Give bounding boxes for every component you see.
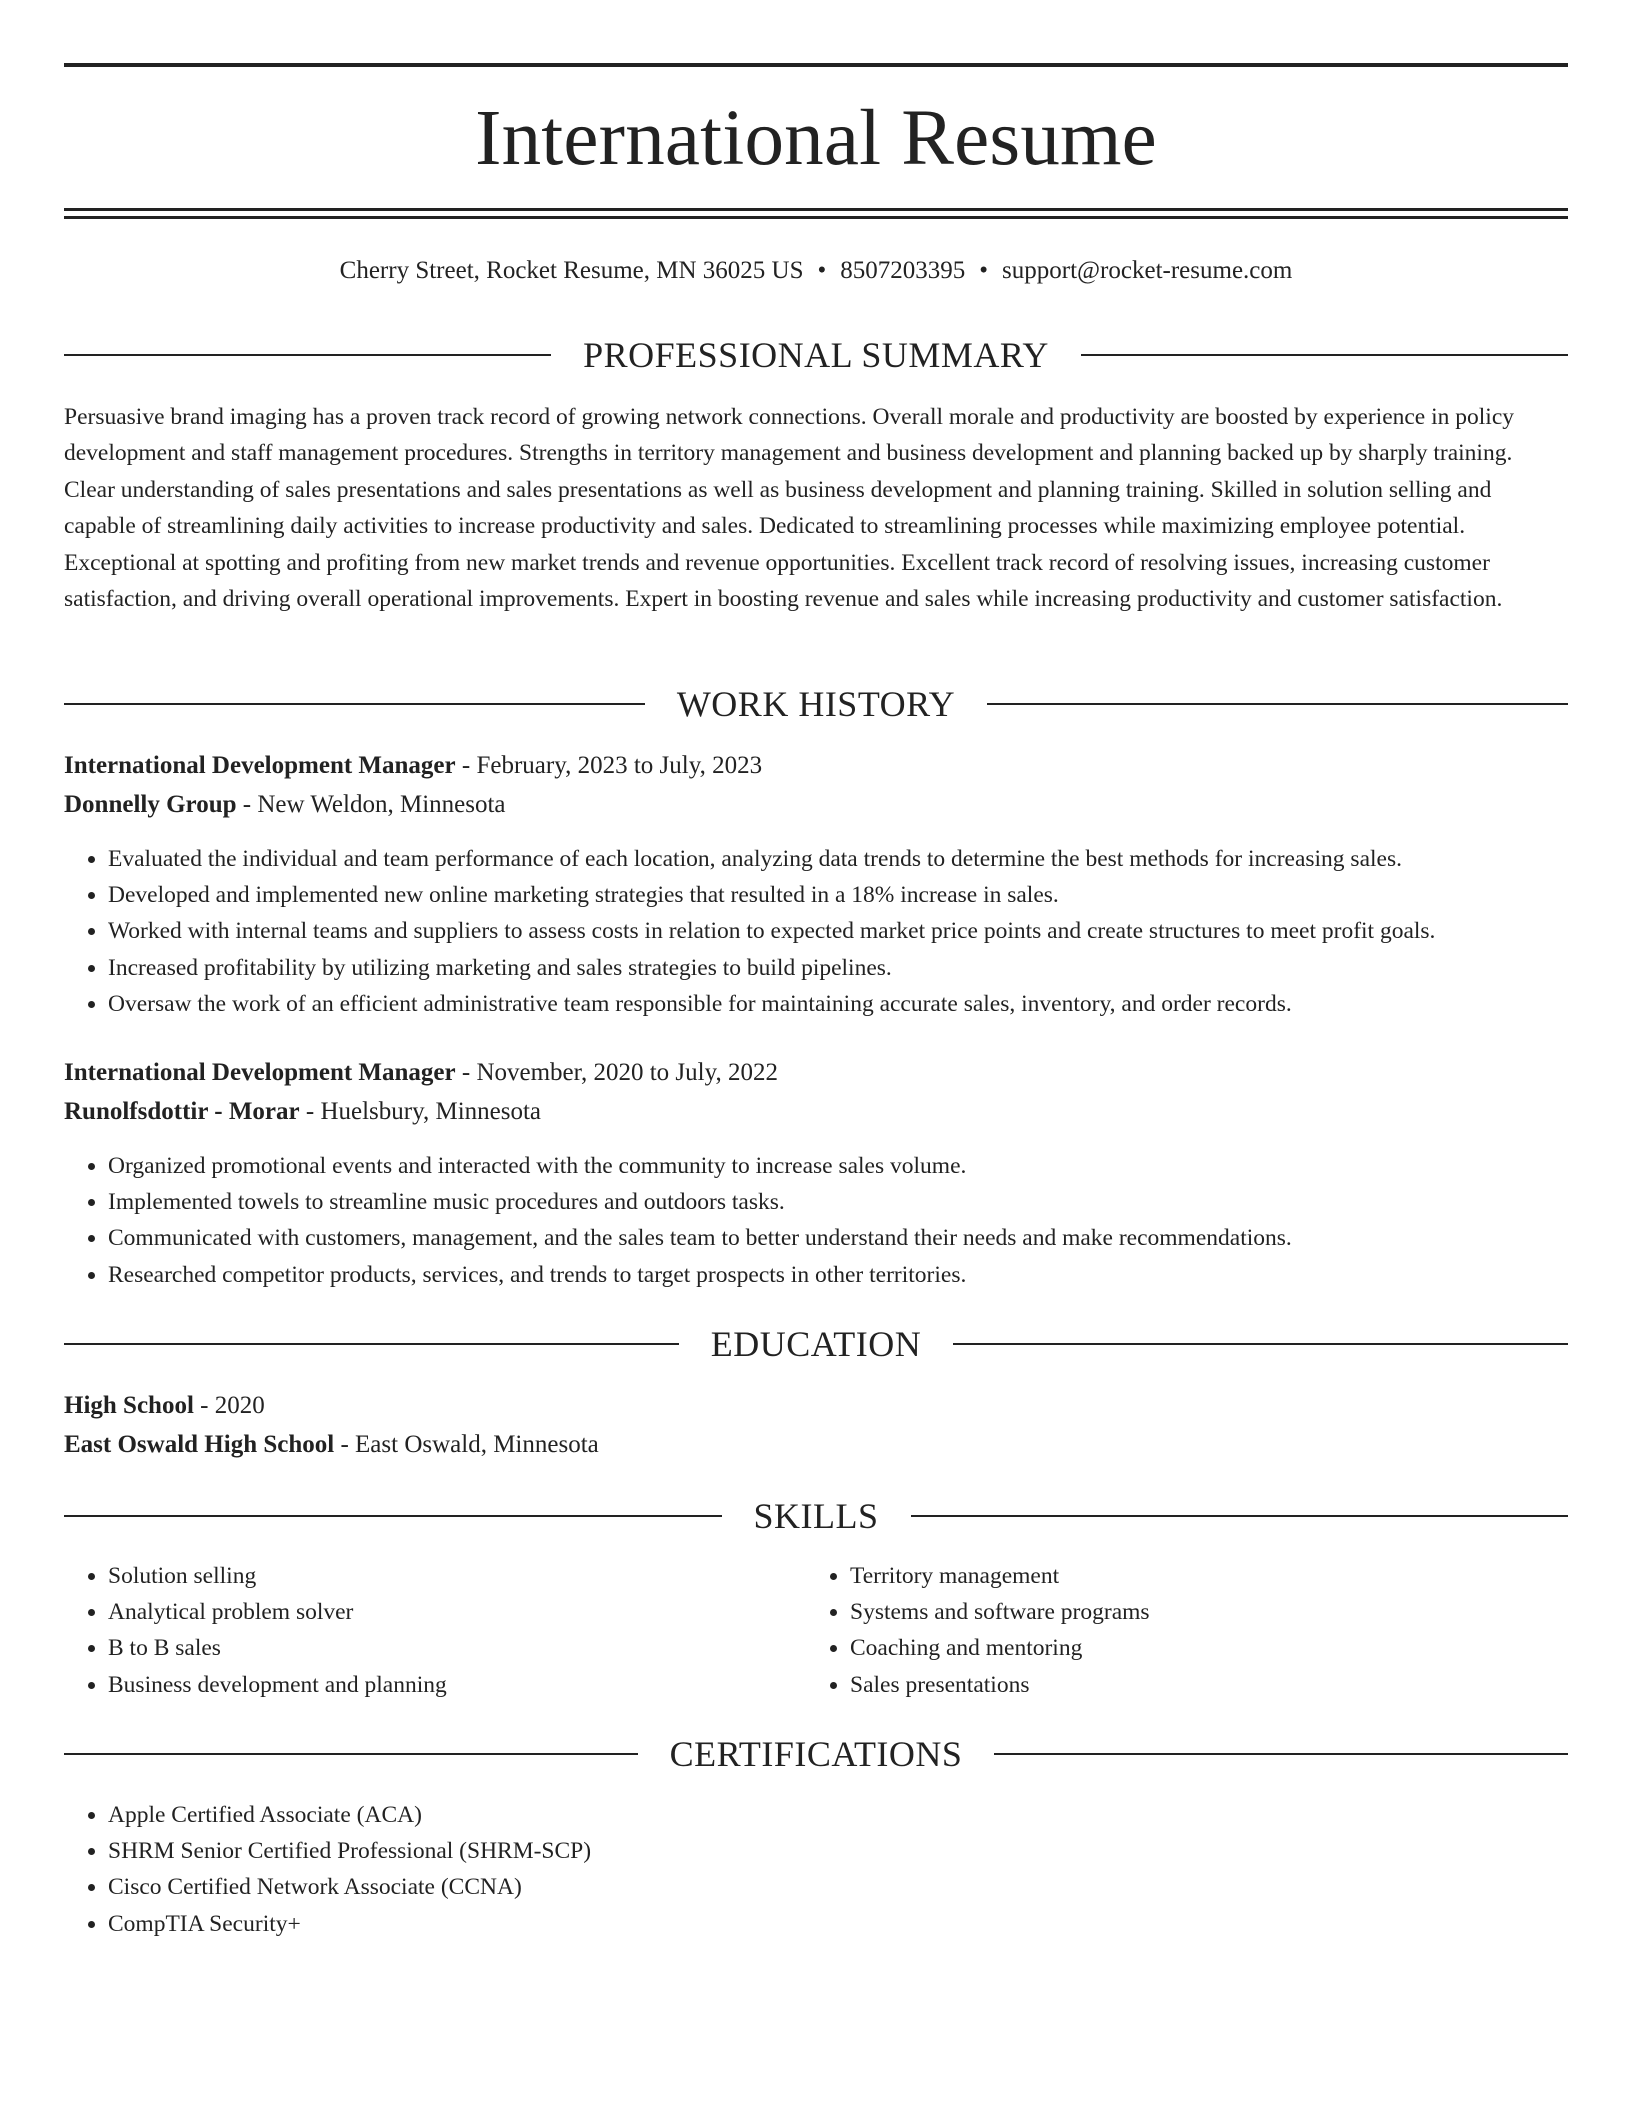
- job-bullet: • Evaluated the individual and team performance of each location, analyzing data trends to determine the best methods for increasing sales.: [108, 841, 1592, 877]
- certifications-heading-title: CERTIFICATIONS: [669, 1734, 963, 1774]
- job-location: - New Weldon, Minnesota: [236, 791, 506, 818]
- skill-item: • Systems and software programs: [850, 1594, 1550, 1630]
- job-bullet: • Worked with internal teams and suppliers to assess costs in relation to expected market price points and create structures to meet profit goals.: [108, 913, 1592, 949]
- job-bullet: • Communicated with customers, management, and the sales team to better understand their needs and make recommendations.: [108, 1220, 1592, 1256]
- education-school: East Oswald High School: [64, 1431, 335, 1458]
- certifications-heading: [64, 1732, 1568, 1776]
- education-heading-title: EDUCATION: [710, 1324, 922, 1364]
- skill-item: • Business development and planning: [108, 1667, 798, 1703]
- heading-rule: [64, 1753, 638, 1755]
- heading-rule: [987, 703, 1568, 705]
- certification-item: • Cisco Certified Network Associate (CCNA): [108, 1869, 1592, 1905]
- education-heading: [64, 1322, 1568, 1366]
- skill-item: • Sales presentations: [850, 1667, 1550, 1703]
- job-bullets: [64, 1148, 1592, 1293]
- certification-item: • SHRM Senior Certified Professional (SHRM-SCP): [108, 1833, 1592, 1869]
- job-title-line: [64, 750, 1568, 782]
- job-bullet: • Implemented towels to streamline music procedures and outdoors tasks.: [108, 1184, 1592, 1220]
- job-bullet: • Oversaw the work of an efficient administrative team responsible for maintaining accurate sales, inventory, and order records.: [108, 986, 1592, 1022]
- education-degree-line: [64, 1390, 1568, 1422]
- job-company: Runolfsdottir - Morar: [64, 1098, 300, 1125]
- skill-item: • Solution selling: [108, 1558, 798, 1594]
- heading-rule: [64, 354, 551, 356]
- education-location: - East Oswald, Minnesota: [334, 1431, 599, 1458]
- skills-list-left: [64, 1558, 798, 1703]
- summary-heading: [64, 333, 1568, 377]
- job-dates: - November, 2020 to July, 2022: [455, 1059, 778, 1086]
- job-bullet: • Researched competitor products, services, and trends to target prospects in other territories.: [108, 1257, 1592, 1293]
- job-title: International Development Manager: [64, 752, 456, 779]
- heading-rule: [953, 1343, 1568, 1345]
- job-dates: - February, 2023 to July, 2023: [455, 752, 763, 779]
- job-title-line: [64, 1057, 1568, 1089]
- skill-item: • Analytical problem solver: [108, 1594, 798, 1630]
- contact-email: support@rocket-resume.com: [1002, 257, 1293, 284]
- work-history-heading: [64, 682, 1568, 726]
- job-bullet: • Increased profitability by utilizing marketing and sales strategies to build pipelines.: [108, 950, 1592, 986]
- contact-separator: •: [817, 257, 827, 284]
- job-company-line: [64, 1096, 1568, 1128]
- heading-rule: [64, 703, 645, 705]
- heading-rule: [994, 1753, 1568, 1755]
- job-company-line: [64, 789, 1568, 821]
- skills-heading: [64, 1494, 1568, 1538]
- job-company: Donnelly Group: [64, 791, 237, 818]
- work-history-heading-title: WORK HISTORY: [676, 684, 956, 724]
- job-bullet: • Organized promotional events and interacted with the community to increase sales volume.: [108, 1148, 1592, 1184]
- certifications-list: [64, 1797, 1592, 1942]
- summary-heading-title: PROFESSIONAL SUMMARY: [583, 335, 1049, 375]
- contact-address: Cherry Street, Rocket Resume, MN 36025 US: [339, 257, 804, 284]
- education-year: - 2020: [193, 1392, 265, 1419]
- skill-item: • B to B sales: [108, 1630, 798, 1666]
- job-bullets: [64, 841, 1592, 1022]
- resume-title: International Resume: [475, 95, 1157, 182]
- heading-rule: [64, 1343, 679, 1345]
- contact-separator: •: [979, 257, 989, 284]
- summary-text: Persuasive brand imaging has a proven track record of growing network connections. Overall morale and productivity are boosted by experience in policy development and staff management procedures. Strengths in territory management and business development and planning backed up by sharply training. Clear understanding of sales presentations and sales presentations as well as business development and planning training. Skilled in solution selling and capable of streamlining daily activities to increase productivity and sales. Dedicated to streamlining processes while maximizing employee potential. Exceptional at spotting and profiting from new market trends and revenue opportunities. Excellent track record of resolving issues, increasing customer satisfaction, and driving overall operational improvements. Expert in boosting revenue and sales while increasing productivity and customer satisfaction.: [64, 404, 1515, 613]
- skills-list-right: [806, 1558, 1550, 1703]
- header-top-rule: [64, 63, 1568, 67]
- certification-item: • CompTIA Security+: [108, 1906, 1592, 1942]
- education-school-line: [64, 1429, 1568, 1461]
- heading-rule: [911, 1515, 1569, 1517]
- education-degree: High School: [64, 1392, 194, 1419]
- skill-item: • Coaching and mentoring: [850, 1630, 1550, 1666]
- certification-item: • Apple Certified Associate (ACA): [108, 1797, 1592, 1833]
- contact-phone: 8507203395: [840, 257, 966, 284]
- job-location: - Huelsbury, Minnesota: [299, 1098, 542, 1125]
- heading-rule: [64, 1515, 722, 1517]
- contact-line: [64, 255, 1568, 287]
- job-title: International Development Manager: [64, 1059, 456, 1086]
- job-bullet: • Developed and implemented new online marketing strategies that resulted in a 18% increase in sales.: [108, 877, 1592, 913]
- heading-rule: [1081, 354, 1568, 356]
- header-double-rule: [64, 208, 1568, 219]
- skill-item: • Territory management: [850, 1558, 1550, 1594]
- skills-heading-title: SKILLS: [753, 1496, 879, 1536]
